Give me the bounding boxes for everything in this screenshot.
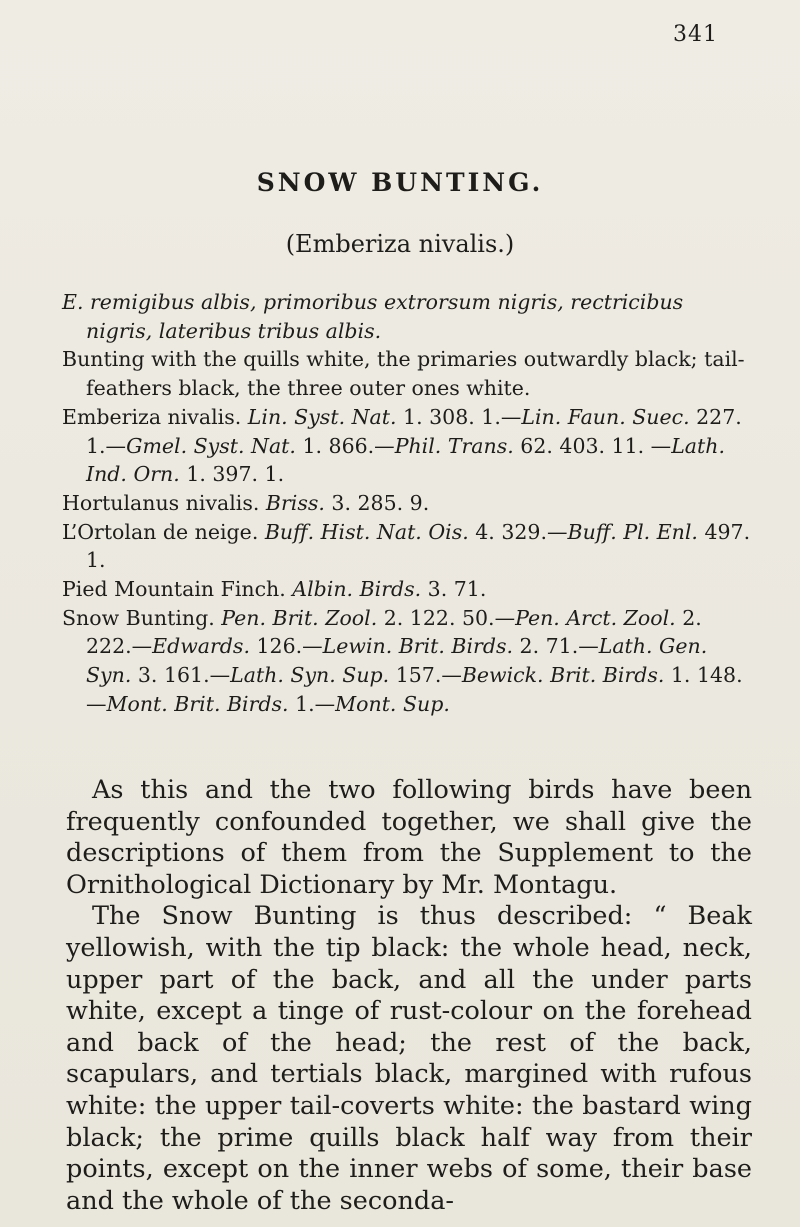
synonym-segment: 157.—: [389, 663, 462, 688]
synonym-entry: [62, 345, 752, 402]
synonym-segment: 1. 308. 1.—: [396, 404, 522, 429]
synonym-segment: Mont. Sup.: [335, 691, 450, 716]
synonym-entry: [62, 604, 752, 719]
synonym-segment: Pied Mountain Finch.: [62, 577, 293, 602]
synonym-segment: 4. 329.—: [468, 519, 568, 544]
synonym-segment: 3. 285. 9.: [324, 490, 430, 515]
latin-name: (Emberiza nivalis.): [285, 230, 515, 258]
synonym-segment: 1.—: [288, 691, 336, 716]
synonym-segment: 1. 148.—: [86, 663, 743, 716]
synonym-segment: Lin. Faun. Suec.: [521, 404, 690, 429]
synonym-segment: Lath. Gen. Syn.: [86, 634, 708, 688]
page-title: SNOW BUNTING.: [256, 168, 544, 197]
synonym-segment: Lath. Syn. Sup.: [230, 663, 390, 688]
synonym-segment: Edwards.: [152, 634, 250, 659]
synonym-segment: Pen. Brit. Zool.: [221, 605, 378, 630]
synonym-segment: Lin. Syst. Nat.: [247, 404, 397, 429]
synonym-segment: 2. 222.—: [86, 605, 702, 659]
synonym-segment: Hortulanus nivalis.: [62, 490, 266, 515]
synonym-segment: 1. 397. 1.: [179, 462, 285, 487]
synonym-segment: Bewick. Brit. Birds.: [461, 663, 665, 688]
synonym-segment: 227. 1.—: [86, 404, 742, 458]
synonym-segment: Gmel. Syst. Nat.: [126, 433, 296, 458]
synonym-segment: 3. 161.—: [131, 663, 231, 688]
synonym-segment: Bunting with the quills white, the primaries outwardly black; tail-feathers black, the three outer ones white.: [62, 347, 745, 401]
synonym-segment: Albin. Birds.: [292, 577, 422, 602]
synonym-entry: [62, 575, 752, 604]
synonym-segment: Emberiza nivalis.: [62, 404, 248, 429]
paragraph: As this and the two following birds have been frequently confounded together, we shall give the descriptions of them from the Supplement to the Ornithological Dictionary by Mr. Montagu.: [66, 775, 752, 900]
synonym-entry: [62, 288, 752, 345]
synonym-segment: 2. 122. 50.—: [377, 605, 516, 630]
page-number: 341: [673, 22, 718, 47]
synonym-segment: L’Ortolan de neige.: [62, 519, 265, 544]
synonym-entry: [62, 403, 752, 489]
synonym-segment: 497. 1.: [86, 519, 751, 573]
synonym-segment: Mont. Brit. Birds.: [106, 691, 289, 716]
synonym-segment: 62. 403. 11. —: [513, 433, 672, 458]
synonym-segment: 3. 71.: [421, 577, 487, 602]
synonym-segment: 126.—: [249, 634, 323, 659]
synonym-segment: Snow Bunting.: [62, 605, 222, 630]
synonym-segment: E. remigibus albis, primoribus extrorsum nigris, rectricibus nigris, lateribus tribus albis.: [62, 290, 684, 343]
synonym-segment: Buff. Pl. Enl.: [567, 519, 698, 544]
synonym-segment: 1. 866.—: [295, 433, 395, 458]
synonym-segment: Briss.: [265, 490, 325, 515]
synonym-segment: Lath. Ind. Orn.: [86, 433, 725, 487]
synonym-segment: Pen. Arct. Zool.: [515, 605, 676, 630]
synonym-segment: 2. 71.—: [513, 634, 599, 659]
synonym-entry: [62, 489, 752, 518]
synonym-segment: Buff. Hist. Nat. Ois.: [264, 519, 469, 544]
synonymy-block: [62, 288, 752, 719]
synonym-segment: Lewin. Brit. Birds.: [322, 634, 514, 659]
paragraph: The Snow Bunting is thus described: “ Beak yellowish, with the tip black: the whole head, neck, upper part of the back, and all the under parts white, except a tinge of rust-colour on the forehead and back of the head; the rest of the back, scapulars, and tertials black, margined with rufous white: the upper tail-coverts white: the bastard wing black; the prime quills black half way from their points, except on the inner webs of some, their base and the whole of the seconda-: [66, 901, 752, 1216]
body-text: [66, 775, 752, 1217]
synonym-entry: [62, 518, 752, 575]
synonym-segment: Phil. Trans.: [394, 433, 514, 458]
